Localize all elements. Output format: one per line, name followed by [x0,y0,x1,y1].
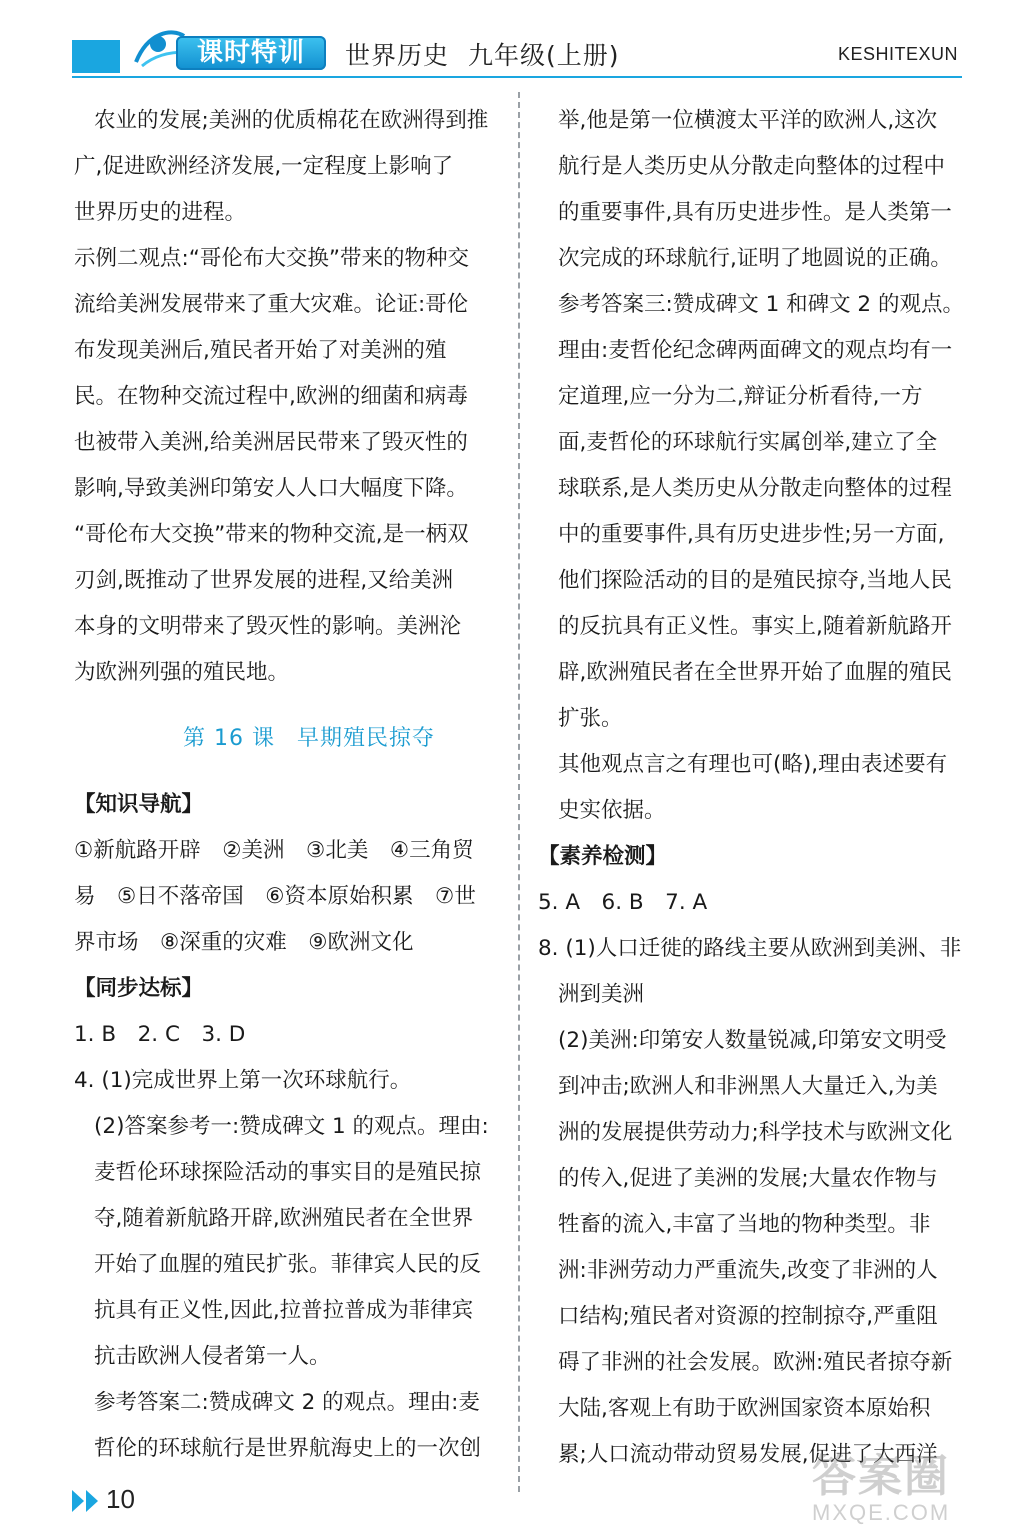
text-line: 中的重要事件,具有历史进步性;另一方面, [558,522,945,547]
knowledge-line: 界市场 ⑧深重的灾难 ⑨欧洲文化 [74,930,414,955]
text-line: 他们探险活动的目的是殖民掠夺,当地人民 [558,568,952,593]
q4-line: 哲伦的环球航行是世界航海史上的一次创 [94,1436,482,1461]
text-line: 其他观点言之有理也可(略),理由表述要有 [558,752,948,777]
spacer [74,762,504,782]
text-line: “哥伦布大交换”带来的物种交流,是一柄双 [74,522,469,547]
literacy-answers: 5. A 6. B 7. A [538,890,708,915]
page-header [0,0,1023,80]
text-line: 史实依据。 [558,798,666,823]
q4-line: 开始了血腥的殖民扩张。菲律宾人民的反 [94,1252,482,1277]
q8-line: 碍了非洲的社会发展。欧洲:殖民者掠夺新 [558,1350,953,1375]
logo-text: 课时特训 [176,36,326,70]
grade-label: 九年级(上册) [468,41,620,70]
header-rule [72,76,962,78]
lesson-title [74,716,504,762]
section-knowledge-nav: 【知识导航】 [74,792,204,817]
text-line: 世界历史的进程。 [74,200,247,225]
column-divider [518,92,520,1492]
q8-line: 牲畜的流入,丰富了当地的物种类型。非 [558,1212,931,1237]
text-line: 民。在物种交流过程中,欧洲的细菌和病毒 [74,384,468,409]
text-line: 理由:麦哲伦纪念碑两面碑文的观点均有一 [558,338,953,363]
q8-line: 洲:非洲劳动力严重流失,改变了非洲的人 [558,1258,938,1283]
lesson-number: 第 16 课 [183,726,275,751]
text-line: 布发现美洲后,殖民者开始了对美洲的殖 [74,338,447,363]
q8-line: 口结构;殖民者对资源的控制掠夺,严重阻 [558,1304,938,1329]
brand-english: KESHITEXUN [838,44,959,64]
spacer [74,696,504,716]
logo [128,22,328,78]
q4-line: 麦哲伦环球探险活动的事实目的是殖民掠 [94,1160,482,1185]
q8-line: 洲的发展提供劳动力;科学技术与欧洲文化 [558,1120,953,1145]
text-line: 流给美洲发展带来了重大灾难。论证:哥伦 [74,292,469,317]
watermark-bottom: MXQE.COM [812,1500,951,1525]
watermark [812,1440,1012,1530]
subject-label: 世界历史 [345,41,450,70]
text-line: 农业的发展;美洲的优质棉花在欧洲得到推 [94,108,489,133]
q8-line: 的传入,促进了美洲的发展;大量农作物与 [558,1166,938,1191]
text-line: 的反抗具有正义性。事实上,随着新航路开 [558,614,952,639]
q4-line: 参考答案二:赞成碑文 2 的观点。理由:麦 [94,1390,480,1415]
left-column [74,98,504,1472]
text-line: 航行是人类历史从分散走向整体的过程中 [558,154,946,179]
text-line: 影响,导致美洲印第安人人口大幅度下降。 [74,476,468,501]
q4-line: (2)答案参考一:赞成碑文 1 的观点。理由: [94,1114,489,1139]
text-line: 辟,欧洲殖民者在全世界开始了血腥的殖民 [558,660,952,685]
text-line: 的重要事件,具有历史进步性。是人类第一 [558,200,952,225]
text-line: 为欧洲列强的殖民地。 [74,660,290,685]
text-line: 本身的文明带来了毁灭性的影响。美洲沦 [74,614,462,639]
text-line: 次完成的环球航行,证明了地圆说的正确。 [558,246,952,271]
knowledge-line: ①新航路开辟 ②美洲 ③北美 ④三角贸 [74,838,474,863]
right-column [538,98,966,1478]
text-line: 球联系,是人类历史从分散走向整体的过程 [558,476,952,501]
q8-line: 到冲击;欧洲人和非洲黑人大量迁入,为美 [558,1074,938,1099]
q8-line: 大陆,客观上有助于欧洲国家资本原始积 [558,1396,931,1421]
watermark-top: 答案圈 [812,1451,950,1502]
double-chevron-icon [70,1488,104,1514]
lesson-name: 早期殖民掠夺 [296,726,435,751]
q4-line: 抗具有正义性,因此,拉普拉普成为菲律宾 [94,1298,474,1323]
text-line: 广,促进欧洲经济发展,一定程度上影响了 [74,154,454,179]
text-line: 参考答案三:赞成碑文 1 和碑文 2 的观点。 [558,292,964,317]
q4-line: 4. (1)完成世界上第一次环球航行。 [74,1068,412,1093]
text-line: 刃剑,既推动了世界发展的进程,又给美洲 [74,568,454,593]
text-line: 也被带入美洲,给美洲居民带来了毁灭性的 [74,430,468,455]
q4-line: 夺,随着新航路开辟,欧洲殖民者在全世界 [94,1206,474,1231]
text-line: 扩张。 [558,706,623,731]
q8-line: (2)美洲:印第安人数量锐减,印第安文明受 [558,1028,947,1053]
sync-answers: 1. B 2. C 3. D [74,1022,246,1047]
text-line: 举,他是第一位横渡太平洋的欧洲人,这次 [558,108,938,133]
text-line: 面,麦哲伦的环球航行实属创举,建立了全 [558,430,938,455]
text-line: 示例二观点:“哥伦布大交换”带来的物种交 [74,246,470,271]
q4-line: 抗击欧洲人侵者第一人。 [94,1344,331,1369]
page-number: 10 [106,1484,135,1514]
knowledge-line: 易 ⑤日不落帝国 ⑥资本原始积累 ⑦世 [74,884,476,909]
q8-line: 累;人口流动带动贸易发展,促进了大西洋 [558,1442,938,1467]
section-literacy-check: 【素养检测】 [538,844,668,869]
section-sync-practice: 【同步达标】 [74,976,204,1001]
q8-line: 8. (1)人口迁徙的路线主要从欧洲到美洲、非 [538,936,962,961]
q8-line: 洲到美洲 [558,982,645,1007]
header-color-block [72,40,120,73]
text-line: 定道理,应一分为二,辩证分析看待,一方 [558,384,923,409]
